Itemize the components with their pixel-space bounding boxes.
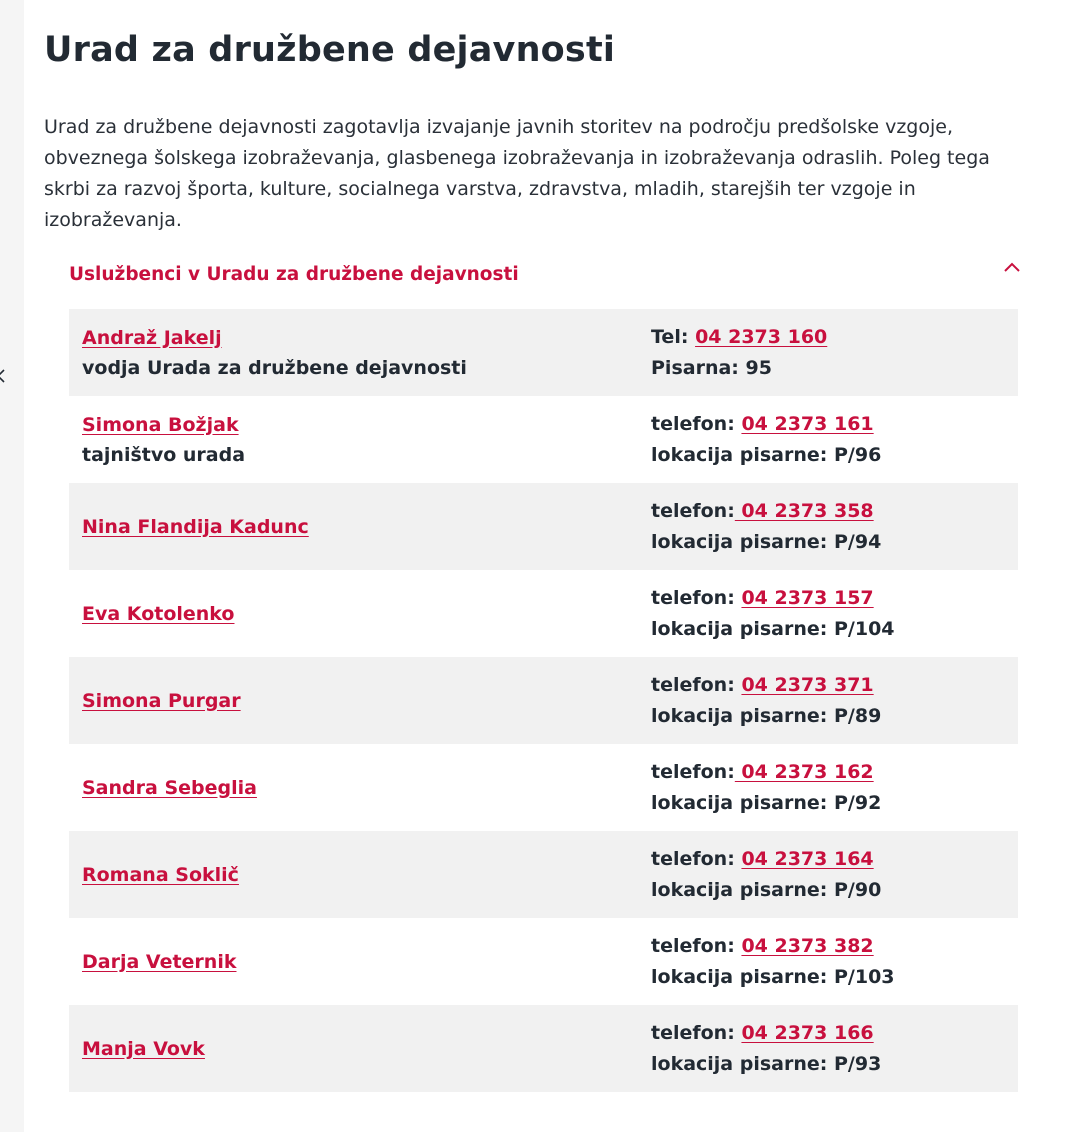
employee-name-link[interactable]: Simona Purgar: [82, 689, 241, 712]
phone-link[interactable]: 04 2373 166: [741, 1021, 874, 1044]
contact-cell: [651, 496, 1011, 558]
accordion-title: Uslužbenci v Uradu za družbene dejavnosti: [69, 263, 519, 285]
phone-link[interactable]: 04 2373 161: [741, 412, 874, 435]
office-value: P/92: [834, 791, 882, 814]
employee-name-link[interactable]: Sandra Sebeglia: [82, 776, 257, 799]
employee-cell: [82, 686, 622, 716]
office-value: P/104: [834, 617, 895, 640]
office-value: P/94: [834, 530, 882, 553]
phone-link[interactable]: 04 2373 358: [734, 499, 874, 522]
phone-label: telefon:: [651, 760, 735, 783]
employee-name-link[interactable]: Eva Kotolenko: [82, 602, 235, 625]
employee-cell: [82, 512, 622, 542]
phone-link[interactable]: 04 2373 382: [741, 934, 874, 957]
contact-cell: [651, 670, 1011, 732]
employee-cell: [82, 323, 622, 383]
phone-label: telefon:: [651, 586, 742, 609]
table-row: [69, 396, 1018, 483]
table-row: [69, 657, 1018, 744]
page-intro: Urad za družbene dejavnosti zagotavlja izvajanje javnih storitev na področju predšolske vzgoje, obveznega šolskega izobraževanja, glasbenega izobraževanja in izobraževanja odraslih. Poleg tega skrbi za razvoj športa, kulture, socialnega varstva, zdravstva, mladih, starejših ter vzgoje in izobraževanja.: [44, 116, 990, 231]
employee-cell: [82, 773, 622, 803]
phone-label: telefon:: [651, 934, 742, 957]
left-rail: [0, 0, 24, 1132]
office-label: lokacija pisarne:: [651, 1052, 834, 1075]
contact-cell: [651, 583, 1011, 645]
office-label: lokacija pisarne:: [651, 443, 834, 466]
table-row: [69, 1005, 1018, 1092]
phone-label: Tel:: [651, 325, 696, 348]
table-row: [69, 483, 1018, 570]
employee-name-link[interactable]: Romana Soklič: [82, 863, 239, 886]
employees-accordion-toggle[interactable]: [69, 254, 1019, 294]
office-label: lokacija pisarne:: [651, 965, 834, 988]
office-value: P/89: [834, 704, 882, 727]
office-value: 95: [745, 356, 772, 379]
employee-name-link[interactable]: Andraž Jakelj: [82, 326, 222, 349]
phone-label: telefon:: [651, 1021, 742, 1044]
phone-link[interactable]: 04 2373 164: [741, 847, 874, 870]
employee-name-link[interactable]: Darja Veternik: [82, 950, 237, 973]
phone-label: telefon:: [651, 847, 742, 870]
office-value: P/103: [834, 965, 895, 988]
page-title: Urad za družbene dejavnosti: [44, 30, 616, 70]
phone-label: telefon:: [651, 673, 742, 696]
phone-link[interactable]: 04 2373 162: [734, 760, 874, 783]
office-value: P/90: [834, 878, 882, 901]
employee-cell: [82, 410, 622, 470]
office-label: lokacija pisarne:: [651, 704, 834, 727]
contact-cell: [651, 844, 1011, 906]
employees-table: [69, 309, 1018, 1092]
employee-name-link[interactable]: Simona Božjak: [82, 413, 239, 436]
employee-name-link[interactable]: Nina Flandija Kadunc: [82, 515, 309, 538]
table-row: [69, 831, 1018, 918]
table-row: [69, 744, 1018, 831]
employee-cell: [82, 1034, 622, 1064]
contact-cell: [651, 1018, 1011, 1080]
contact-cell: [651, 409, 1011, 471]
contact-cell: [651, 931, 1011, 993]
office-label: lokacija pisarne:: [651, 878, 834, 901]
office-label: Pisarna:: [651, 356, 746, 379]
employee-cell: [82, 860, 622, 890]
chevron-left-icon[interactable]: [0, 366, 6, 386]
contact-cell: [651, 322, 1011, 384]
table-row: [69, 918, 1018, 1005]
employee-role: vodja Urada za družbene dejavnosti: [82, 356, 467, 379]
table-row: [69, 570, 1018, 657]
office-value: P/96: [834, 443, 882, 466]
contact-cell: [651, 757, 1011, 819]
phone-label: telefon:: [651, 412, 742, 435]
employee-role: tajništvo urada: [82, 443, 246, 466]
office-label: lokacija pisarne:: [651, 617, 834, 640]
office-value: P/93: [834, 1052, 882, 1075]
office-label: lokacija pisarne:: [651, 791, 834, 814]
phone-link[interactable]: 04 2373 160: [695, 325, 828, 348]
table-row: [69, 309, 1018, 396]
employee-cell: [82, 947, 622, 977]
office-label: lokacija pisarne:: [651, 530, 834, 553]
chevron-up-icon[interactable]: [1002, 260, 1022, 274]
phone-label: telefon:: [651, 499, 735, 522]
phone-link[interactable]: 04 2373 371: [741, 673, 874, 696]
phone-link[interactable]: 04 2373 157: [741, 586, 874, 609]
employee-cell: [82, 599, 622, 629]
employee-name-link[interactable]: Manja Vovk: [82, 1037, 205, 1060]
